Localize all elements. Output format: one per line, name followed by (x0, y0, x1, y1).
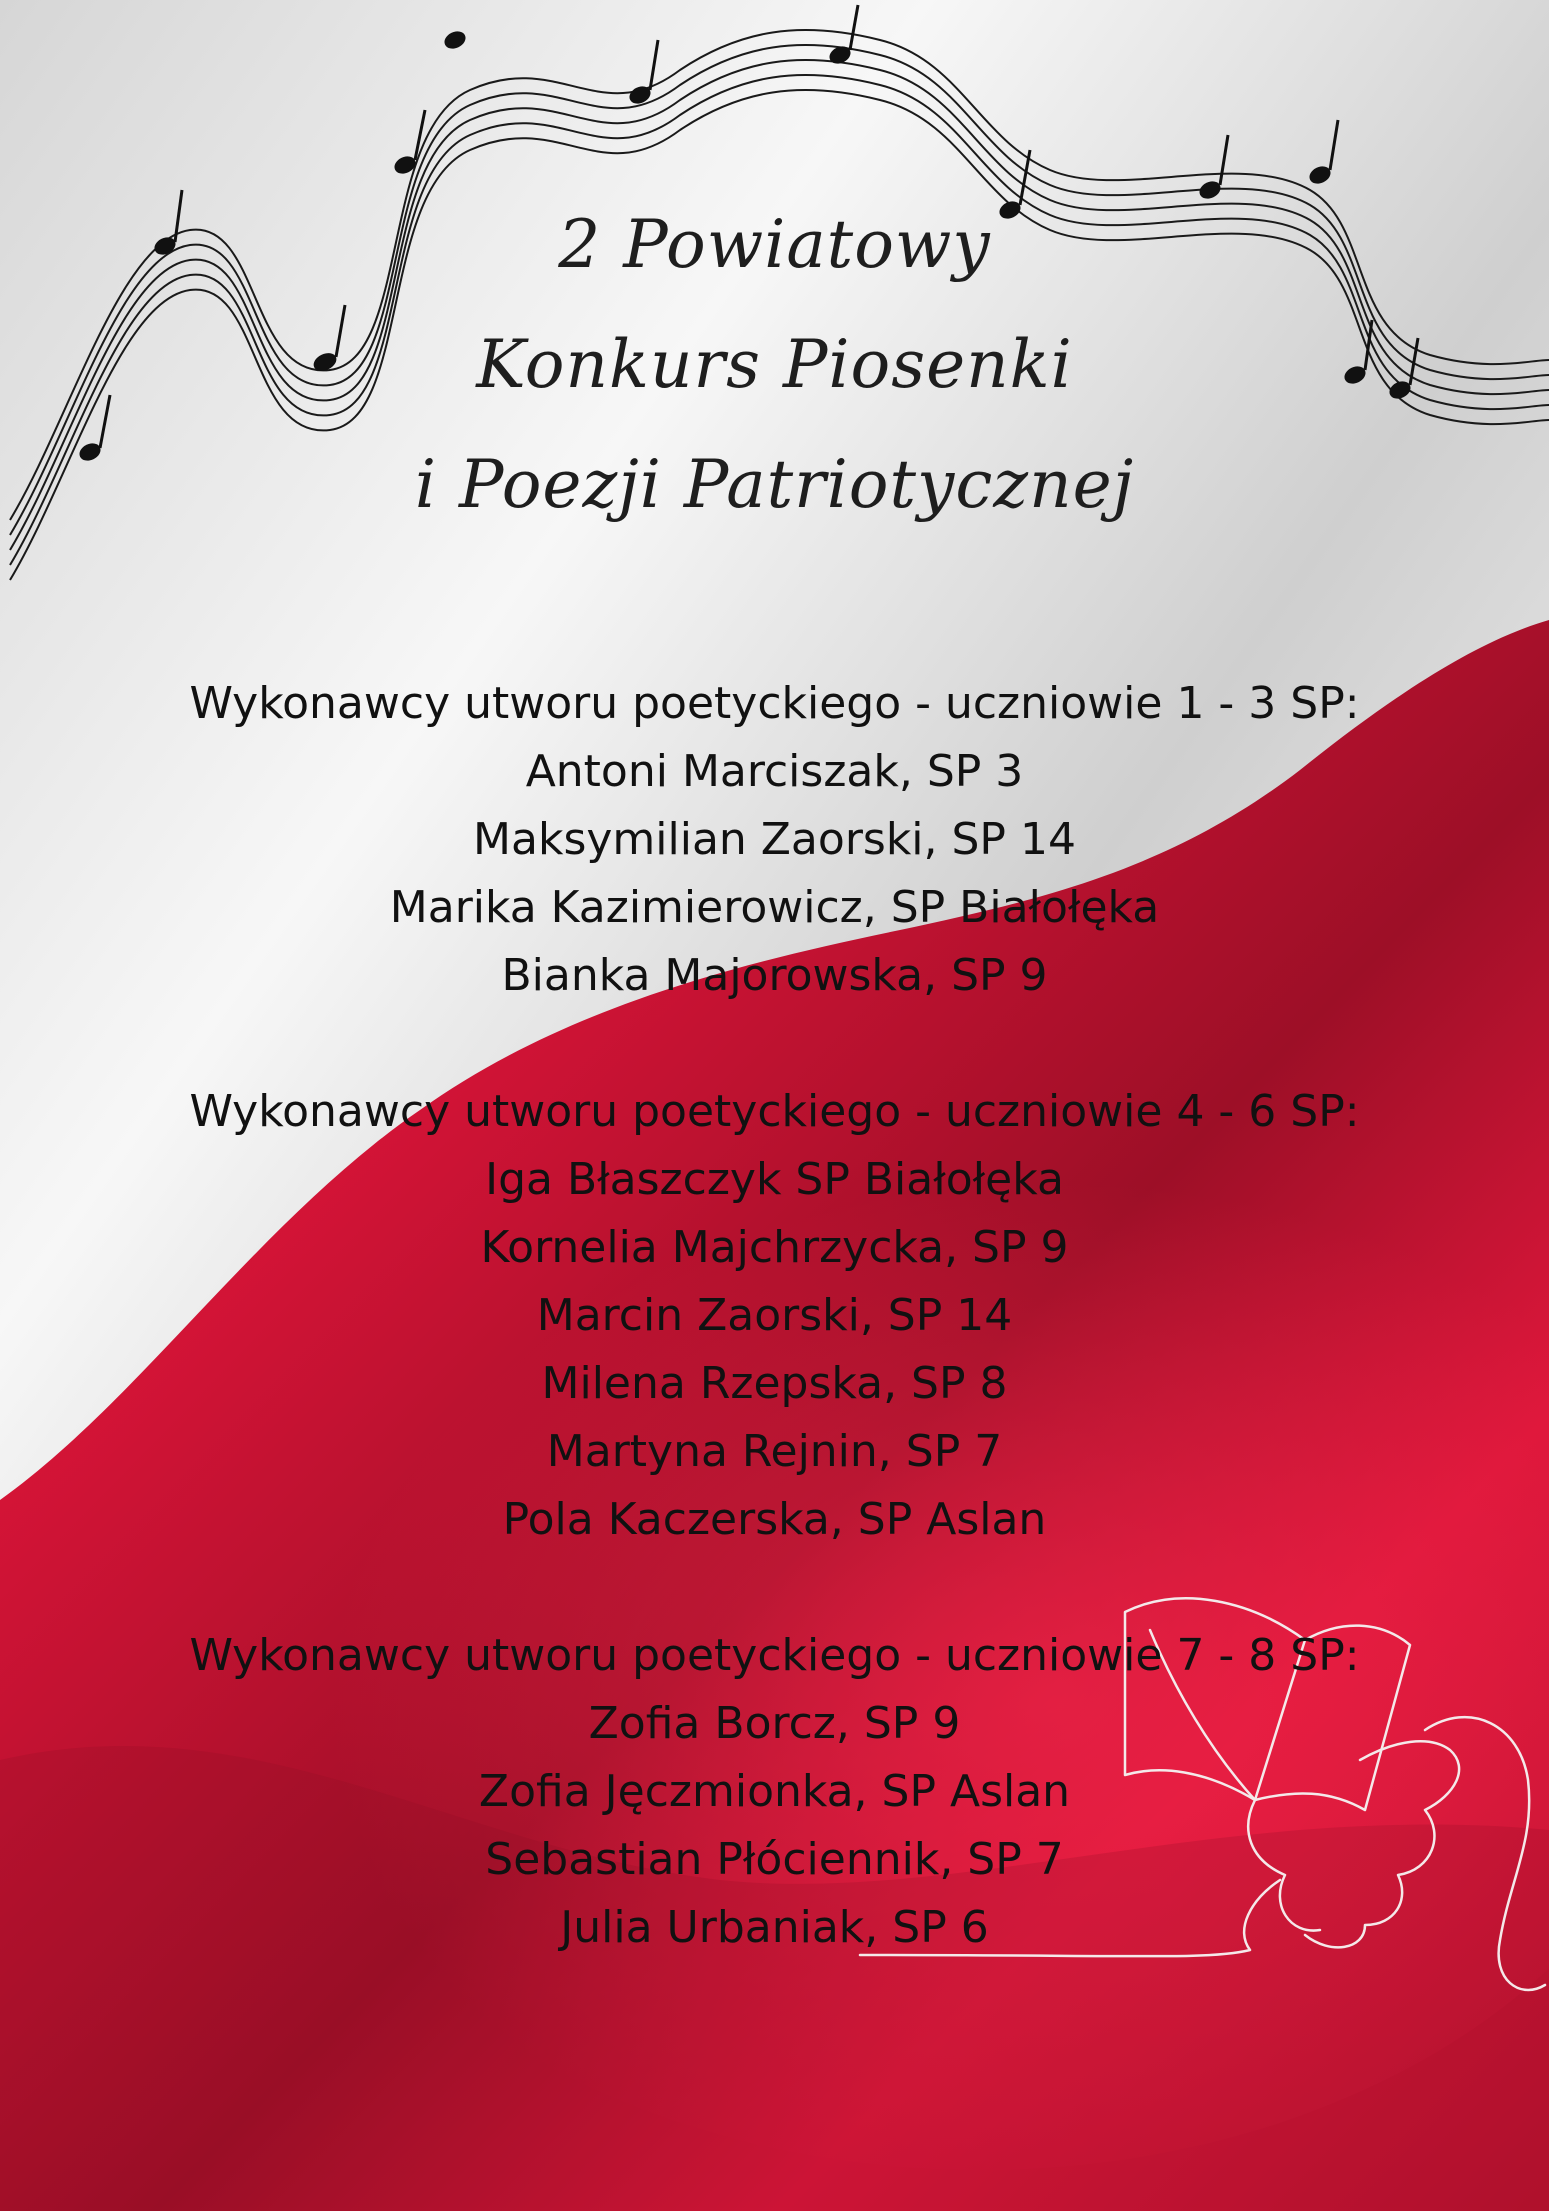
participant-name: Zofia Borcz, SP 9 (588, 1698, 961, 1749)
participant-name: Maksymilian Zaorski, SP 14 (473, 814, 1076, 865)
poster-title (0, 185, 1549, 545)
participant-name: Milena Rzepska, SP 8 (541, 1358, 1008, 1409)
section-heading: Wykonawcy utworu poetyckiego - uczniowie 4 - 6 SP: (189, 1086, 1360, 1137)
participant-name: Zofia Jęczmionka, SP Aslan (478, 1766, 1071, 1817)
participants-list (0, 670, 1549, 2030)
section-grades-7-8 (0, 1622, 1549, 1962)
participant-name: Antoni Marciszak, SP 3 (525, 746, 1024, 797)
participant-name: Marcin Zaorski, SP 14 (536, 1290, 1013, 1341)
section-grades-1-3 (0, 670, 1549, 1010)
participant-name: Julia Urbaniak, SP 6 (560, 1902, 989, 1953)
title-line-2: Konkurs Piosenki (476, 326, 1073, 403)
participant-name: Pola Kaczerska, SP Aslan (502, 1494, 1047, 1545)
title-line-1: 2 Powiatowy (558, 206, 991, 283)
participant-name: Martyna Rejnin, SP 7 (546, 1426, 1003, 1477)
participant-name: Kornelia Majchrzycka, SP 9 (480, 1222, 1069, 1273)
title-line-3: i Poezji Patriotycznej (414, 446, 1135, 523)
participant-name: Marika Kazimierowicz, SP Białołęka (389, 882, 1160, 933)
section-heading: Wykonawcy utworu poetyckiego - uczniowie 1 - 3 SP: (189, 678, 1360, 729)
section-heading: Wykonawcy utworu poetyckiego - uczniowie 7 - 8 SP: (189, 1630, 1360, 1681)
participant-name: Sebastian Płóciennik, SP 7 (485, 1834, 1064, 1885)
section-grades-4-6 (0, 1078, 1549, 1554)
participant-name: Bianka Majorowska, SP 9 (501, 950, 1048, 1001)
participant-name: Iga Błaszczyk SP Białołęka (485, 1154, 1064, 1205)
